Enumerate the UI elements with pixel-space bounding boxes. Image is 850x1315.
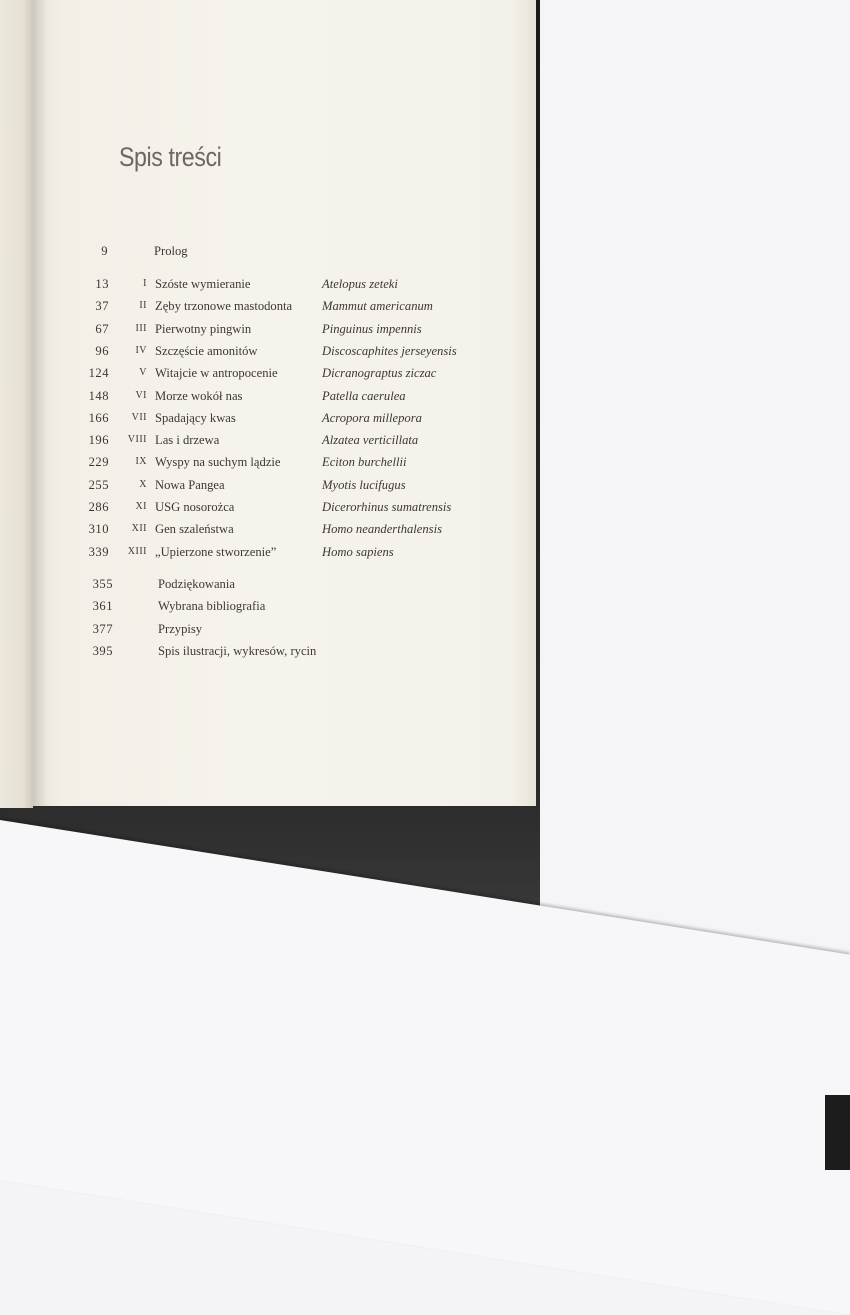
species-name: Patella caerulea — [322, 388, 406, 403]
chapter-numeral: I — [143, 278, 147, 289]
species-name: Homo neanderthalensis — [322, 522, 442, 537]
chapter-numeral: III — [135, 322, 147, 334]
chapter-title: Witajcie w antropocenie — [155, 366, 278, 381]
chapter-title: Pierwotny pingwin — [155, 321, 252, 336]
page-number: 166 — [88, 410, 109, 425]
page-number: 148 — [88, 388, 109, 403]
toc-row-chapter — [33, 500, 536, 520]
chapter-title: Szóste wymieranie — [155, 277, 251, 291]
chapter-title: Las i drzewa — [155, 433, 220, 448]
toc-row-chapter — [33, 545, 536, 565]
page-number: 339 — [88, 544, 109, 559]
toc-row-chapter — [33, 322, 536, 342]
chapter-title: „Upierzone stworzenie” — [155, 544, 277, 559]
species-name: Myotis lucifugus — [322, 477, 406, 492]
toc-row-chapter — [33, 366, 536, 386]
page-number: 96 — [95, 343, 109, 358]
page-number: 9 — [101, 244, 108, 258]
chapter-numeral: II — [139, 300, 147, 312]
entry-title: Wybrana bibliografia — [158, 599, 266, 614]
species-name: Dicranograptus ziczac — [322, 366, 437, 381]
chapter-title: Morze wokół nas — [155, 388, 243, 403]
page-number: 286 — [88, 500, 109, 514]
species-name: Atelopus zeteki — [322, 277, 398, 291]
species-name: Mammut americanum — [322, 299, 433, 314]
page-number: 196 — [88, 433, 109, 448]
chapter-title: Zęby trzonowe mastodonta — [155, 299, 293, 314]
chapter-numeral: XI — [135, 501, 147, 512]
page-number: 377 — [92, 621, 113, 636]
chapter-title: Szczęście amonitów — [155, 343, 258, 358]
page-number: 355 — [92, 577, 113, 591]
toc-row-back-matter — [33, 599, 536, 619]
previous-page-edge — [0, 0, 33, 808]
toc-title: Spis treści — [119, 142, 222, 172]
chapter-title: Nowa Pangea — [155, 477, 225, 492]
chapter-title: USG nosorożca — [155, 500, 235, 514]
toc-row-chapter — [33, 455, 536, 475]
page-number: 395 — [92, 643, 113, 658]
toc-page — [33, 0, 536, 806]
toc-row-chapter — [33, 299, 536, 319]
chapter-numeral: XIII — [127, 545, 147, 557]
page-number: 37 — [95, 299, 109, 314]
toc-row-back-matter — [33, 622, 536, 642]
page-number: 67 — [95, 321, 109, 336]
chapter-numeral: VI — [135, 389, 147, 401]
toc-row-chapter — [33, 389, 536, 409]
chapter-numeral: IV — [135, 344, 147, 356]
toc-row-back-matter — [33, 577, 536, 597]
species-name: Dicerorhinus sumatrensis — [322, 500, 452, 514]
entry-title: Spis ilustracji, wykresów, rycin — [158, 643, 317, 658]
species-name: Homo sapiens — [322, 544, 394, 559]
toc-row-chapter — [33, 522, 536, 542]
species-name: Discoscaphites jerseyensis — [322, 343, 457, 358]
species-name: Pinguinus impennis — [322, 321, 422, 336]
toc-row-back-matter — [33, 644, 536, 664]
chapter-numeral: VII — [131, 411, 147, 423]
chapter-title: Gen szaleństwa — [155, 522, 234, 537]
page-number: 255 — [88, 477, 109, 492]
toc-row-chapter — [33, 277, 536, 297]
toc-row-chapter — [33, 478, 536, 498]
page-number: 13 — [95, 277, 109, 291]
chapter-numeral: IX — [135, 456, 147, 468]
chapter-title: Spadający kwas — [155, 410, 236, 425]
entry-title: Przypisy — [158, 621, 203, 636]
toc-row-chapter — [33, 344, 536, 364]
chapter-title: Wyspy na suchym lądzie — [155, 455, 281, 470]
entry-title: Podziękowania — [158, 577, 235, 591]
page-number: 124 — [88, 366, 109, 381]
chapter-numeral: X — [139, 478, 147, 490]
species-name: Alzatea verticillata — [322, 433, 419, 448]
species-name: Acropora millepora — [322, 410, 422, 425]
species-name: Eciton burchellii — [322, 455, 407, 470]
toc-row-prologue — [33, 244, 536, 264]
toc-row-chapter — [33, 433, 536, 453]
toc-row-chapter — [33, 411, 536, 431]
chapter-numeral: VIII — [127, 434, 147, 446]
spine-shadow — [33, 0, 47, 806]
chapter-numeral: XII — [131, 523, 147, 535]
page-number: 229 — [88, 455, 109, 470]
chapter-numeral: V — [139, 367, 147, 379]
entry-title: Prolog — [154, 244, 188, 258]
corner-shadow — [825, 1095, 850, 1170]
page-number: 361 — [92, 599, 113, 614]
page-number: 310 — [88, 522, 109, 537]
